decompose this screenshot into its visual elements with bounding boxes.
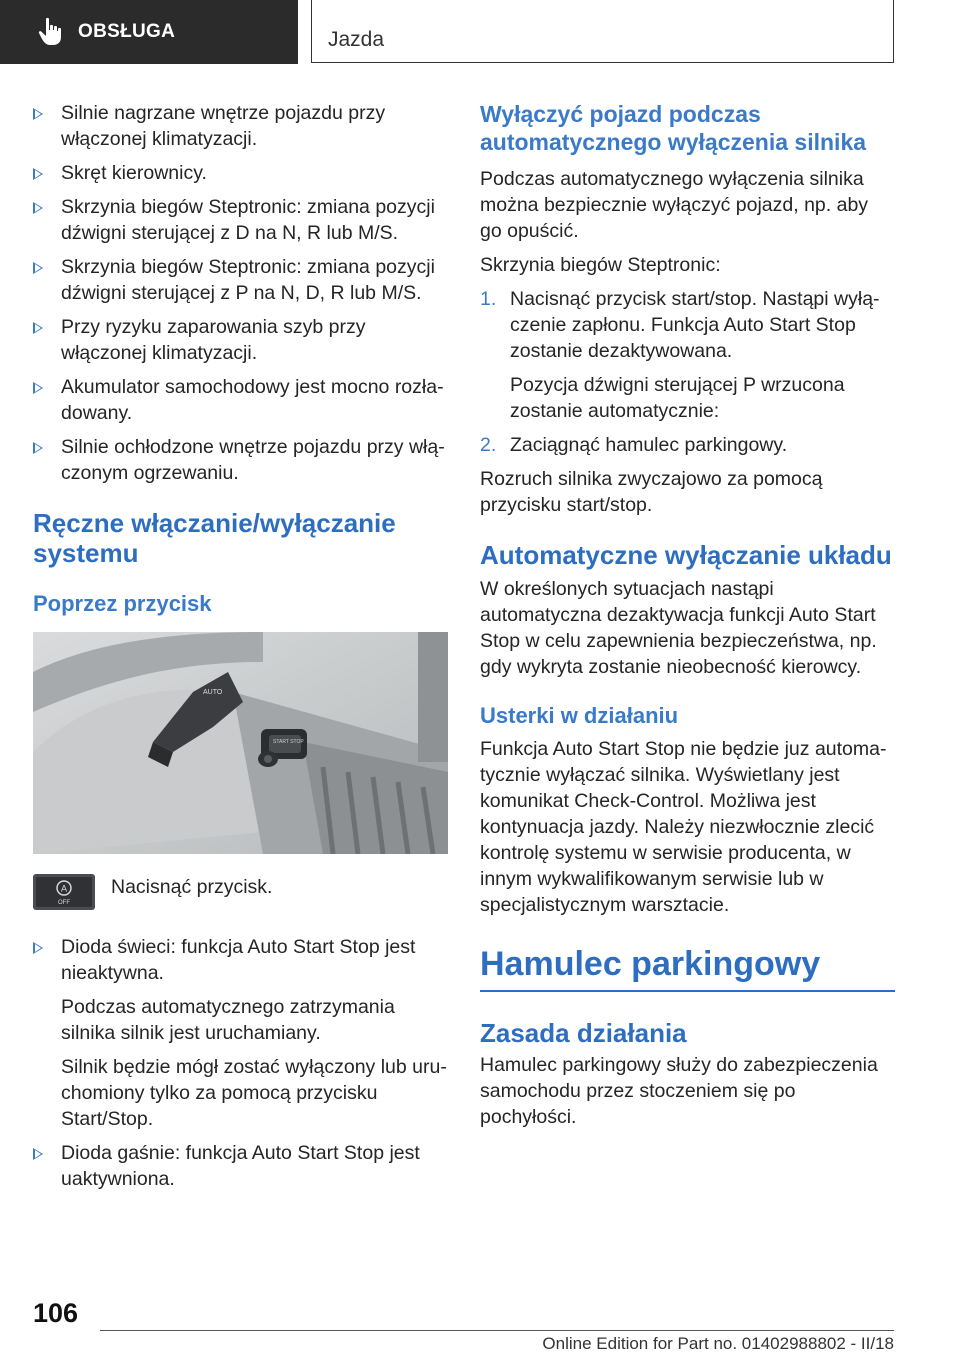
triangle-bullet-icon [33, 1148, 43, 1160]
list-item: Skręt kierownicy. [33, 160, 448, 186]
press-button-text: Nacisnąć przycisk. [111, 876, 273, 898]
dashboard-photo [33, 632, 448, 854]
list-item: Silnie nagrzane wnętrze pojazdu przy włączonej klimatyzacji. [33, 100, 448, 152]
paragraph-auto-off: W określonych sytuacjach nastąpi automatyczna dezaktywacja funkcji Auto Start Stop w celu zapewnienia bezpieczeństwa, np. gdy wykryta zostanie nieobecność kierowcy. [480, 578, 877, 678]
right-column [480, 100, 895, 1130]
list-item: Skrzynia biegów Steptronic: zmiana pozycji dźwigni sterującej z P na N, D, R lub M/S. [33, 254, 448, 306]
heading-manual-toggle: Ręczne włączanie/wyłączanie systemu [33, 508, 396, 568]
chapter-header [311, 0, 894, 63]
paragraph-fault: Funkcja Auto Start Stop nie będzie juz automatycznie wyłączać silnika. Wyświetlany jest komunikat Check-Control. Możliwa jest kontynuacja jazdy. Należy niezwłocznie zlecić kontrolę systemu w serwisie producenta, w innym wykwalifikowanym serwisie lub w specjalistycznym warsztacie. [480, 738, 887, 916]
triangle-bullet-icon [33, 168, 43, 180]
edition-note: Online Edition for Part no. 01402988802 - II/18 [542, 1334, 894, 1353]
heading-fault: Usterki w działaniu [480, 703, 679, 728]
left-column [33, 100, 448, 1200]
triangle-bullet-icon [33, 322, 43, 334]
list-item: 1. Nacisnąć przycisk start/stop. Nastąpi wyłączenie zapłonu. Funkcja Auto Start Stop zostanie dezaktywowana. Pozycja dźwigni sterującej P wrzucona zostanie automatycznie: [480, 288, 880, 422]
parking-brake-section [480, 944, 895, 992]
paragraph-principle: Hamulec parkingowy służy do zabezpieczenia samochodu przez stoczeniem się po pochyłości. [480, 1054, 878, 1128]
heading-switch-off-vehicle: Wyłączyć pojazd podczas automatycznego wyłączenia silnika [480, 101, 867, 155]
section-tab-label: OBSŁUGA [78, 21, 176, 42]
list-item: Dioda świeci: funkcja Auto Start Stop jest nieaktywna. Podczas automatycznego zatrzymania silnika silnik jest uruchamiany. Silnik będzie mógł zostać wyłączony lub uruchomiony tylko za pomocą przycisku Start/Stop. [33, 934, 448, 1132]
heading-principle: Zasada działania [480, 1018, 687, 1048]
list-item: Akumulator samochodowy jest mocno rozładowany. [33, 374, 448, 426]
paragraph-restart: Rozruch silnika zwyczajowo za pomocą przycisku start/stop. [480, 468, 823, 516]
page-number: 106 [33, 1298, 79, 1328]
auto-start-stop-off-button-icon [33, 874, 95, 910]
list-item: 2. Zaciągnąć hamulec parkingowy. [480, 434, 788, 456]
list-item: Skrzynia biegów Steptronic: zmiana pozycji dźwigni sterującej z D na N, R lub M/S. [33, 194, 448, 246]
triangle-bullet-icon [33, 202, 43, 214]
list-item: Przy ryzyku zaparowania szyb przy włączonej klimatyzacji. [33, 314, 448, 366]
triangle-bullet-icon [33, 382, 43, 394]
triangle-bullet-icon [33, 442, 43, 454]
hand-pointer-icon [38, 17, 64, 47]
condition-list [33, 100, 448, 486]
list-item: Dioda gaśnie: funkcja Auto Start Stop jest uaktywniona. [33, 1140, 448, 1192]
triangle-bullet-icon [33, 942, 43, 954]
svg-text:A: A [60, 883, 68, 894]
list-item: Silnie ochłodzone wnętrze pojazdu przy włączonym ogrzewaniu. [33, 434, 448, 486]
triangle-bullet-icon [33, 108, 43, 120]
paragraph-switch-off: Podczas automatycznego wyłączenia silnika można bezpiecznie wyłączyć pojazd, np. aby go opuścić. [480, 168, 869, 242]
triangle-bullet-icon [33, 262, 43, 274]
photo-auto-label: AUTO [203, 689, 223, 696]
svg-text:OFF: OFF [58, 900, 70, 906]
heading-parking-brake: Hamulec parkingowy [480, 945, 821, 983]
paragraph-steptronic: Skrzynia biegów Steptronic: [480, 254, 721, 276]
photo-start-stop-label: START STOP [273, 739, 304, 745]
chapter-title: Jazda [328, 28, 385, 51]
led-status-list [33, 934, 448, 1192]
heading-by-button: Poprzez przycisk [33, 591, 212, 616]
section-tab [0, 0, 298, 64]
heading-auto-off: Automatyczne wyłączanie układu [480, 540, 892, 570]
footer-divider [100, 1330, 894, 1331]
steps-list [480, 286, 895, 458]
press-button-row [33, 874, 448, 910]
